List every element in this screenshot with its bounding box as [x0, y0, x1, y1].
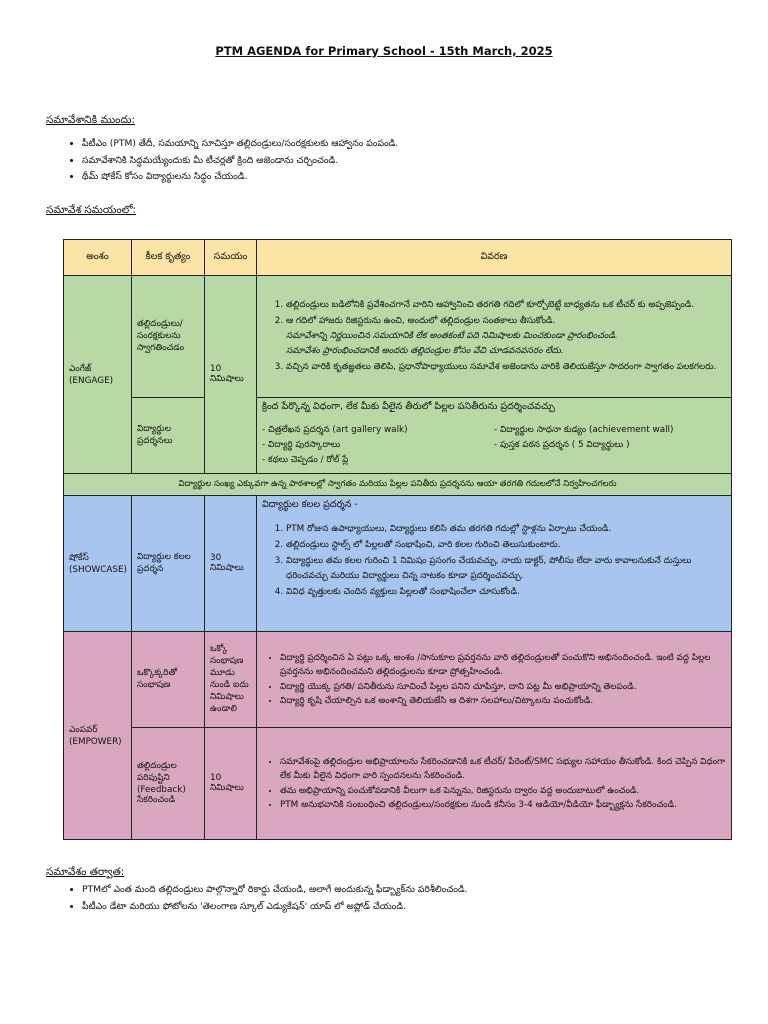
header-activity: కీలక కృత్యం [132, 240, 205, 276]
empower-activity-conversation: ఒక్కొక్కరితో సంభాషణ [132, 632, 205, 728]
list-item: • పీటీఎం డేటా మరియు ఫోటోలను 'తెలంగాణ స్కూల్ ఎడ్యుకేషన్' యాప్ లో అప్లోడ్ చేయండి. [82, 899, 468, 916]
list-item: • సమావేశంపై తల్లిదండ్రుల అభిప్రాయాలను సేకరించడానికి ఒక టీచర్/ పేరెంట్/SMC సభ్యుల సహాయం తీసుకోండి. కింద చెప్పిన విధంగా లేక మీకు వీలైన విధంగా వారి స్పందనలను సేకరించండి. [280, 755, 726, 784]
during-meeting-heading: సమావేశ సమయంలో: [46, 204, 137, 216]
engage-welcome-description [257, 276, 732, 398]
showcase-time: 30 నిమిషాలు [205, 496, 257, 632]
before-meeting-list [62, 136, 398, 186]
table-header-row [64, 240, 732, 276]
engage-welcome-list [262, 298, 726, 375]
showcase-activity: విద్యార్థుల కలల ప్రదర్శన [132, 496, 205, 632]
list-item: - విద్యార్థి పురస్కారాలు [262, 440, 341, 450]
engage-note-row [64, 474, 732, 496]
engage-row-2 [64, 398, 732, 474]
engage-activity-displays: విద్యార్థుల ప్రదర్శనలు [132, 398, 205, 474]
list-item-text: ఆ గదిలో హాజరు రిజిస్టరును ఉంచి, అందులో తల్లిదండ్రుల సంతకాలు తీసుకోండి. [286, 315, 556, 326]
showcase-description [257, 496, 732, 632]
list-item: - పుస్తక పఠన ప్రదర్శన ( 5 విద్యార్థులు ) [494, 440, 630, 450]
agenda-table [63, 239, 732, 840]
list-item [286, 314, 726, 359]
showcase-theme-cell [64, 496, 132, 632]
header-time: సమయం [205, 240, 257, 276]
showcase-list [262, 522, 726, 600]
engage-displays-description [257, 398, 732, 474]
empower-time-feedback: 10 నిమిషాలు [205, 728, 257, 840]
before-meeting-heading: సమావేశానికి ముందు: [46, 114, 136, 126]
engage-time: 10 నిమిషాలు [205, 276, 257, 474]
list-item: • విద్యార్థి కృషి చేయాల్సిన ఒక అంశాన్ని తెలియజేసి ఆ దిశగా సలహాలు/చిట్కాలను పంచుకోండి. [280, 694, 726, 709]
header-description: వివరణ [257, 240, 732, 276]
empower-theme-cell [64, 632, 132, 840]
list-item: 3. వచ్చిన వారికి కృతజ్ఞతలు తెలిపి, ప్రధానోపాధ్యాయులు సమావేశ అజెండాను వారికి తెలియజేస్తూ సాదరంగా స్వాగతం పలకగలరు. [286, 360, 726, 375]
page-title: PTM AGENDA for Primary School - 15th March, 2025 [215, 44, 553, 58]
empower-time-conversation: ఒక్కో సంభాషణ మూడు నుండి ఐదు నిమిషాలు ఉండాలి [205, 632, 257, 728]
empower-theme: ఎంపవర్ [69, 724, 98, 735]
empower-theme-en: (EMPOWER) [69, 736, 122, 747]
list-item: • విద్యార్థి యొక్క ప్రగతి/ పనితీరును సూచించే పిల్లల పనిని చూపిస్తూ, దాని పట్ల మీ అభిప్రాయాన్ని తెలపండి. [280, 680, 726, 695]
empower-conversation-description [257, 632, 732, 728]
after-meeting-heading: సమావేశం తర్వాత: [46, 866, 125, 878]
list-item: • సమావేశానికి సిద్ధమయ్యేందుకు మీ టీచర్లతో క్రింది అజెండాను చర్చించండి. [82, 153, 398, 170]
empower-row-2 [64, 728, 732, 840]
after-meeting-list [62, 882, 468, 915]
list-item: - చిత్రలేఖన ప్రదర్శన (art gallery walk) [262, 425, 408, 435]
list-item: • థీమ్ షోకేస్ కోసం విద్యార్థులను సిద్ధం చేయండి. [82, 169, 398, 186]
list-item: • పీటీఎం (PTM) తేదీ, సమయాన్ని సూచిస్తూ తల్లిదండ్రులు/సంరక్షకులకు ఆహ్వానం పంపండి. [82, 136, 398, 153]
engage-note-start-time: సమావేశాన్ని నిర్ణయించిన సమయానికి లేక అంతకంటే పది నిమిషాలకు మించకుండా ప్రారంభించండి. [286, 330, 618, 341]
engage-theme: ఎంగేజ్ [69, 363, 92, 374]
empower-conversation-list [262, 651, 726, 709]
list-item: • PTM అనుభవానికి సంబంధించి తల్లిదండ్రులు/సంరక్షకుల నుండి కనీసం 3-4 ఆడియో/వీడియో ఫీడ్బ్యాక్లను సేకరించండి. [280, 798, 726, 813]
empower-row-1 [64, 632, 732, 728]
list-item: • తమ అభిప్రాయాన్ని పంచుకోవడానికి వీలుగా ఒక పెన్నును, రిజిస్టరును ద్వారం వద్ద అందుబాటులో ఉంచండి. [280, 784, 726, 799]
engage-activity-welcome: తల్లిదండ్రులు/ సంరక్షకులను స్వాగతించడం [132, 276, 205, 398]
showcase-theme: షోకేస్ [69, 552, 89, 563]
empower-feedback-description [257, 728, 732, 840]
engage-large-school-note: విద్యార్థుల సంఖ్య ఎక్కువగా ఉన్న పాఠశాలల్లో స్వాగతం మరియు పిల్లల పనితీరు ప్రదర్శనను ఆయా తరగతి గదులలోనే నిర్వహించగలరు [64, 474, 732, 496]
list-item: • విద్యార్థి ప్రదర్శించిన ఏ పట్లు ఒక్క అంశం /సానుకూల ప్రవర్తనను వారి తల్లిదండ్రులతో పంచుకొని అభినందించండి. ఇంటి వద్ద పిల్లల ప్రవర్తనను అభినందించమని తల్లిదండ్రులను కూడా ప్రోత్సహించండి. [280, 651, 726, 680]
list-item: 4. వివిధ వృత్తులకు చెందిన వ్యక్తులు పిల్లలతో సంభాషించేలా చూసుకోండి. [286, 585, 726, 600]
list-item: - విద్యార్థుల సాధనా కుడ్యం (achievement wall) [494, 425, 674, 435]
engage-theme-cell [64, 276, 132, 474]
list-item: 2. తల్లిదండ్రులు స్టాల్స్ లో పిల్లలతో సంభాషించి, వారి కలల గురించి తెలుసుకుంటారు. [286, 538, 726, 553]
list-item: 1. PTM రోజున ఉపాధ్యాయులు, విద్యార్థులు కలిసి తమ తరగతి గదుల్లో స్టాళ్లను ఏర్పాటు చేయండి. [286, 522, 726, 537]
engage-theme-en: (ENGAGE) [69, 375, 114, 386]
list-item: • PTMలో ఎంత మంది తల్లిదండ్రులు పాల్గొన్నారో రికార్డు చేయండి, అలాగే అందుకున్న ఫీడ్బ్యాక్‌ను పరిశీలించండి. [82, 882, 468, 899]
list-item [494, 454, 726, 467]
showcase-theme-en: (SHOWCASE) [69, 564, 127, 575]
engage-displays-intro: క్రింద పేర్కొన్న విధంగా, లేక మీకు వీలైన తీరులో పిల్లల పనితీరును ప్రదర్శించవచ్చు [262, 401, 555, 412]
list-item: - కథలు చెప్పడం / రోల్ ప్లే [262, 455, 349, 465]
showcase-intro: విద్యార్థుల కలల ప్రదర్శన - [262, 499, 358, 510]
empower-feedback-list [262, 755, 726, 813]
header-theme: అంశం [64, 240, 132, 276]
showcase-row [64, 496, 732, 632]
engage-note-no-wait: సమావేశం ప్రారంభించడానికి అందరు తల్లిదండ్రుల కోసం వేచి చూడవనవసరం లేదు. [286, 345, 564, 356]
list-item: 1. తల్లిదండ్రులు బడిలోనికి ప్రవేశించగానే వారిని ఆహ్వానించి తరగతి గదిలో కూర్చోబెట్టే బాధ్యతను ఒక టీచర్ కు అప్పజెప్పండి. [286, 298, 726, 313]
list-item: 3. విద్యార్థులు తమ కలల గురించి 1 నిమిషం ప్రసంగం చేయవచ్చు, నాయ డాక్టర్, పోలీసు లేదా వారు కావాలనుకునే దుస్తులు ధరించవచ్చు మరియు విద్యార్థులు చిన్న నాటకం కూడా ప్రదర్శించవచ్చు. [286, 554, 726, 584]
empower-activity-feedback: తల్లిదండ్రుల పరిపుష్టిని (Feedback) సేకరించండి [132, 728, 205, 840]
engage-row-1 [64, 276, 732, 398]
engage-displays-list [262, 424, 726, 467]
